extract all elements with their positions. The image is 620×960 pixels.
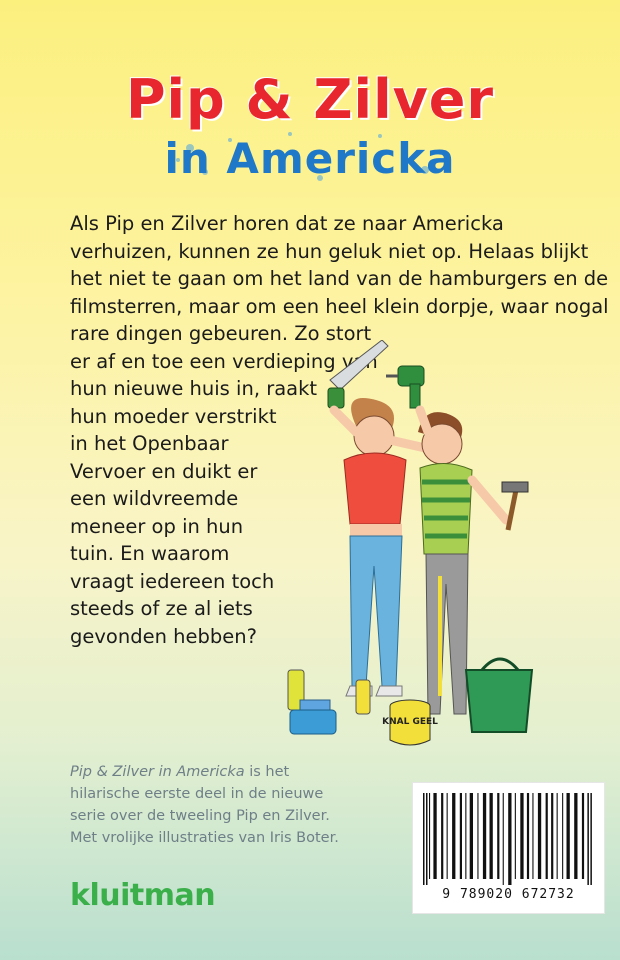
isbn-barcode xyxy=(413,783,604,913)
barcode-bar xyxy=(515,793,516,879)
barcode-bar xyxy=(520,793,523,879)
story-line: filmsterren, maar om een heel klein dorpje, waar nogal xyxy=(70,294,609,318)
barcode-bar xyxy=(508,793,511,885)
barcode-bars xyxy=(421,793,596,885)
story-line: hun nieuwe huis in, raakt xyxy=(70,377,318,400)
story-line: gevonden hebben? xyxy=(70,624,257,648)
story-line: verhuizen, kunnen ze hun geluk niet op. Helaas blijkt xyxy=(70,239,589,263)
bucket-icon xyxy=(290,710,336,734)
barcode-bar xyxy=(567,793,570,879)
story-line: vraagt iedereen toch xyxy=(70,569,275,593)
barcode-bar xyxy=(527,793,529,879)
twins-illustration xyxy=(270,340,550,750)
story-line: Als Pip en Zilver horen dat ze naar Americka xyxy=(70,212,504,235)
barcode-bar xyxy=(582,793,584,879)
drill-icon xyxy=(386,366,424,408)
barcode-bar xyxy=(460,793,462,879)
barcode-bar xyxy=(546,793,548,879)
title-main: Pip & Zilver xyxy=(125,68,495,131)
story-line: meneer op in hun xyxy=(70,514,244,538)
title-sub: in Americka xyxy=(164,134,456,183)
barcode-bar xyxy=(447,793,448,879)
barcode-bar xyxy=(470,793,473,879)
blurb-line-3: serie over de tweeling Pip en Zilver. xyxy=(70,808,330,824)
story-line: het niet te gaan om het land van de hamburgers en de xyxy=(70,267,609,290)
blurb-text xyxy=(70,761,430,849)
barcode-bar xyxy=(562,793,563,879)
bottle-icon xyxy=(356,680,370,714)
barcode-bar xyxy=(426,793,428,885)
barcode-bar xyxy=(503,793,504,885)
saw-icon xyxy=(328,340,388,408)
blurb-line-4: Met vrolijke illustraties van Iris Boter. xyxy=(70,830,339,846)
barcode-bar xyxy=(557,793,558,879)
story-line: tuin. En waarom xyxy=(70,542,230,565)
barcode-bar xyxy=(441,793,443,879)
barcode-bar xyxy=(433,793,436,879)
boy-figure xyxy=(418,410,506,714)
blurb-line-2: hilarische eerste deel in de nieuwe xyxy=(70,786,324,802)
barcode-bar xyxy=(538,793,541,879)
story-line: er af en toe een verdieping van xyxy=(70,349,378,373)
barcode-bar xyxy=(452,793,455,879)
barcode-bar xyxy=(587,793,589,885)
barcode-bar xyxy=(490,793,493,879)
toolbox-icon xyxy=(466,659,532,732)
story-line: Vervoer en duikt er xyxy=(70,459,258,483)
paint-can-icon xyxy=(382,700,438,745)
girl-figure xyxy=(334,398,434,696)
book-title xyxy=(0,70,620,130)
barcode-bar xyxy=(574,793,577,879)
barcode-bar xyxy=(483,793,486,879)
story-line: hun moeder verstrikt xyxy=(70,404,277,428)
blurb-line-1 xyxy=(70,761,430,783)
barcode-bar xyxy=(532,793,533,879)
barcode-bar xyxy=(477,793,478,879)
blurb-title: Pip & Zilver in Americka xyxy=(70,764,245,780)
story-line: een wildvreemde xyxy=(70,487,239,510)
barcode-bar xyxy=(590,793,592,885)
blurb-line-1-rest: is het xyxy=(244,764,290,780)
barcode-bar xyxy=(429,793,430,879)
story-line: rare dingen gebeuren. Zo stort xyxy=(70,322,372,345)
story-line: in het Openbaar xyxy=(70,432,229,455)
barcode-bar xyxy=(465,793,466,879)
paint-can-label: KNAL GEEL xyxy=(382,717,438,727)
barcode-bar xyxy=(497,793,499,879)
barcode-bar xyxy=(551,793,553,879)
story-line: steeds of ze al iets xyxy=(70,597,253,620)
isbn-digits: 9 789020 672732 xyxy=(442,887,575,902)
barcode-bar xyxy=(423,793,425,885)
publisher-logo: kluitman xyxy=(70,878,216,913)
